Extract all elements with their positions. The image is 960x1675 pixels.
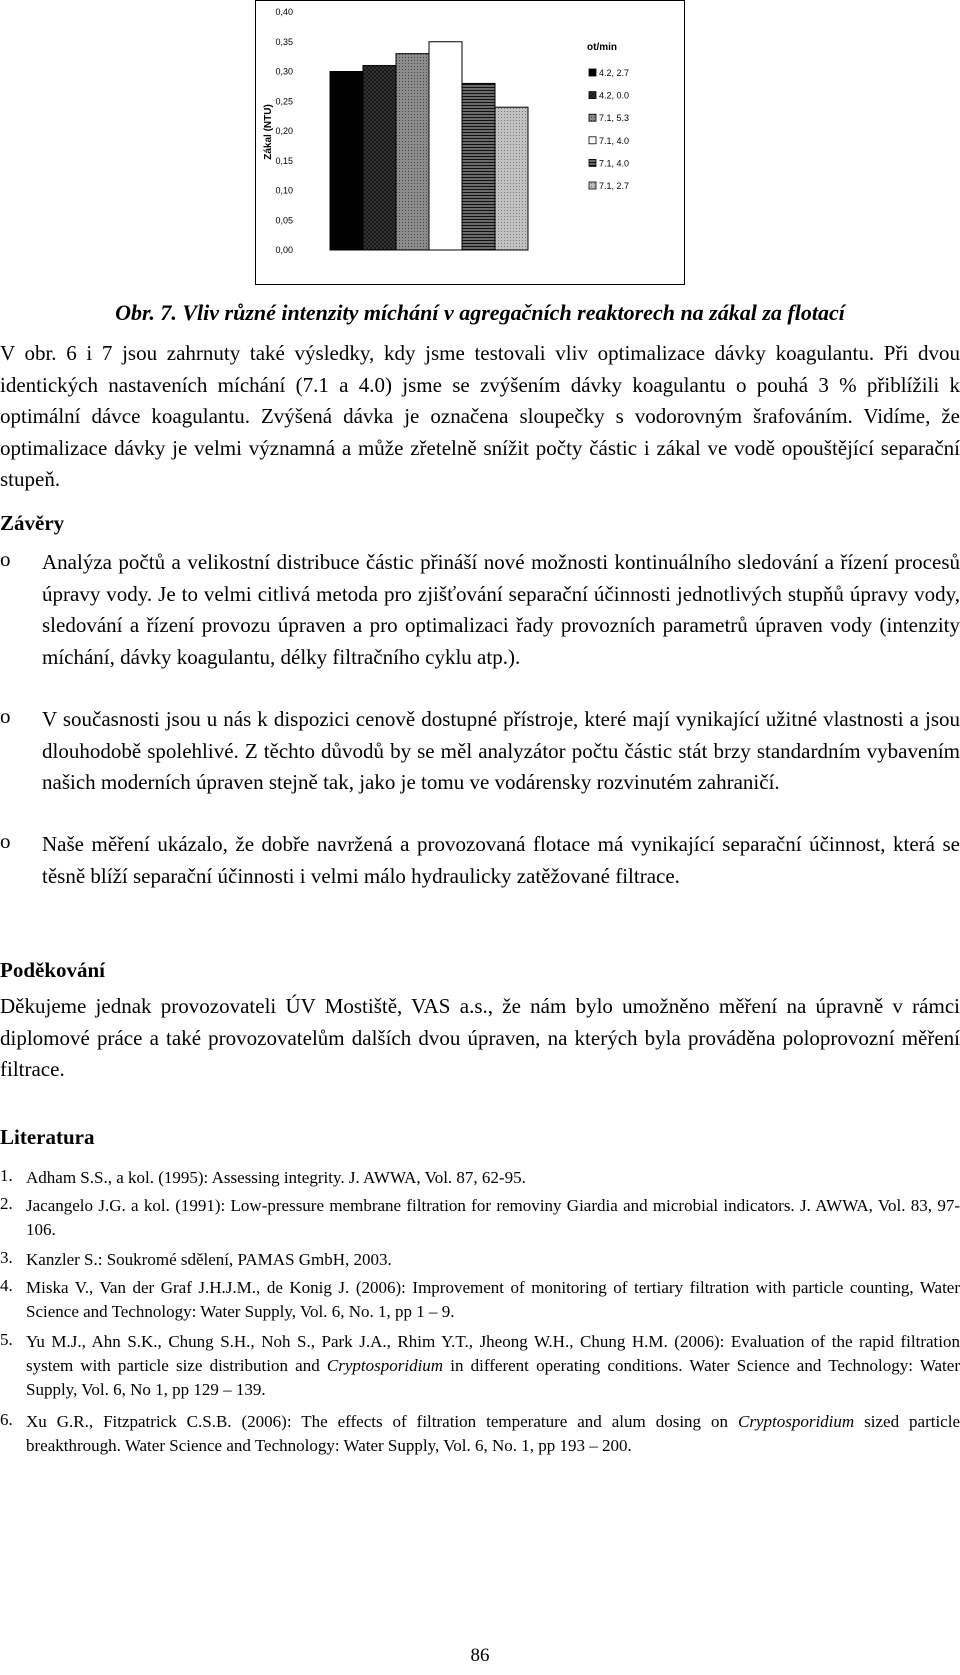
bar <box>396 54 429 250</box>
bar <box>462 83 495 250</box>
legend-swatch <box>589 159 596 166</box>
bar <box>363 66 396 250</box>
legend-swatch <box>589 92 596 99</box>
conclusion-text: Analýza počtů a velikostní distribuce částic přináší nové možnosti kontinuálního sledování a řízení procesů úpravy vody. Je to velmi citlivá metoda pro zjišťování separační účinnosti jednotlivých stupňů úpravy vody, sledování a řízení provozu úpraven a pro optimalizaci řady provozních parametrů úpraven vody (intenzity míchání, dávky koagulantu, délky filtračního cyklu atp.). <box>42 550 960 669</box>
legend-title: ot/min <box>587 42 617 53</box>
reference-text <box>26 1166 960 1190</box>
reference-text <box>26 1276 960 1324</box>
legend-swatch <box>589 182 596 189</box>
legend-swatch <box>589 114 596 121</box>
y-tick-label: 0,35 <box>275 36 293 47</box>
y-axis-label: Zákal (NTU) <box>263 104 274 160</box>
acknowledgement-heading: Poděkování <box>0 958 106 982</box>
literature-heading: Literatura <box>0 1125 95 1149</box>
bullet-marker: o <box>0 547 11 571</box>
reference-text <box>26 1194 960 1242</box>
legend-entry: 7.1, 5.3 <box>599 113 630 124</box>
reference-text-part: sized particle breakthrough. Water Science and Technology: Water Supply, Vol. 6, No. 1, pp 193 – 200. <box>26 1412 960 1455</box>
intro-paragraph: V obr. 6 i 7 jsou zahrnuty také výsledky, kdy jsme testovali vliv optimalizace dávky koagulantu. Při dvou identických nastaveních míchání (7.1 a 4.0) jsme se zvýšením dávky koagulantu o pouhá 3 % přiblížili k optimální dávce koagulantu. Zvýšená dávka je označena sloupečky s vodorovným šrafováním. Vidíme, že optimalizace dávky je velmi významná a může zřetelně snížit počty částic i zákal ve vodě opouštějící separační stupeň. <box>0 341 960 491</box>
reference-text-part: Kanzler S.: Soukromé sdělení, PAMAS GmbH, 2003. <box>26 1250 392 1269</box>
legend-entry: 7.1, 4.0 <box>599 135 630 146</box>
legend-entry: 4.2, 0.0 <box>599 90 630 101</box>
reference-text-part: in different operating conditions. Water Science and Technology: Water Supply, Vol. 6, No 1, pp 129 – 139. <box>26 1356 960 1399</box>
legend-entry: 7.1, 2.7 <box>599 181 630 191</box>
figure-caption: Obr. 7. Vliv různé intenzity míchání v agregačních reaktorech na zákal za flotací <box>115 300 845 325</box>
legend-entry: 4.2, 2.7 <box>599 68 630 78</box>
bar <box>429 42 462 250</box>
acknowledgement-text: Děkujeme jednak provozovateli ÚV Mostiště, VAS a.s., že nám bylo umožněno měření na úpravně v rámci diplomové práce a také provozovatelům dalších dvou úpraven, na kterých byla prováděna poloprovozní měření filtrace. <box>0 994 960 1081</box>
reference-number: 2. <box>0 1194 13 1213</box>
y-tick-label: 0,20 <box>275 126 293 136</box>
legend-swatch <box>589 69 596 76</box>
bar <box>495 107 528 250</box>
reference-number: 1. <box>0 1166 13 1185</box>
reference-text <box>26 1248 960 1272</box>
reference-text-part: Yu M.J., Ahn S.K., Chung S.H., Noh S., Park J.A., Rhim Y.T., Jheong W.H., Chung H.M. (2006): Evaluation of the rapid filtration system with particle size distribution and <box>26 1332 960 1375</box>
reference-number: 5. <box>0 1330 13 1349</box>
bullet-marker: o <box>0 829 11 853</box>
y-tick-label: 0,05 <box>275 215 293 226</box>
reference-text <box>26 1410 960 1458</box>
reference-number: 3. <box>0 1248 13 1267</box>
reference-text-part: Miska V., Van der Graf J.H.J.M., de Konig J. (2006): Improvement of monitoring of tertiary filtration with particle counting, Water Science and Technology: Water Supply, Vol. 6, No. 1, pp 1 – 9. <box>26 1278 960 1321</box>
y-tick-label: 0,10 <box>275 185 293 196</box>
conclusion-text: V současnosti jsou u nás k dispozici cenově dostupné přístroje, které mají vynikající užitné vlastnosti a jsou dlouhodobě spolehlivé. Z těchto důvodů by se měl analyzátor počtu částic stát brzy standardním vybavením našich moderních úpraven stejně tak, jako je tomu ve vodárensky rozvinutém zahraničí. <box>42 707 960 794</box>
reference-text <box>26 1330 960 1402</box>
y-tick-label: 0,15 <box>275 155 293 166</box>
y-tick-label: 0,25 <box>275 96 293 107</box>
reference-number: 6. <box>0 1410 13 1429</box>
conclusion-text: Naše měření ukázalo, že dobře navržená a provozovaná flotace má vynikající separační účinnost, která se těsně blíží separační účinnosti i velmi málo hydraulicky zatěžované filtrace. <box>42 832 960 888</box>
page-number: 86 <box>470 1645 490 1666</box>
italic-species-name: Cryptosporidium <box>326 1356 444 1375</box>
reference-number: 4. <box>0 1276 13 1295</box>
y-tick-label: 0,40 <box>275 7 293 17</box>
legend-swatch <box>589 137 596 144</box>
y-tick-label: 0,30 <box>275 66 293 77</box>
bullet-marker: o <box>0 704 11 728</box>
italic-species-name: Cryptosporidium <box>737 1412 855 1431</box>
reference-text-part: Jacangelo J.G. a kol. (1991): Low-pressure membrane filtration for removiny Giardia and microbial indicators. J. AWWA, Vol. 83, 97-106. <box>26 1196 960 1239</box>
y-tick-label: 0,00 <box>275 245 293 255</box>
conclusions-heading: Závěry <box>0 511 65 535</box>
turbidity-bar-chart <box>255 0 685 285</box>
legend-entry: 7.1, 4.0 <box>599 158 630 169</box>
reference-text-part: Adham S.S., a kol. (1995): Assessing integrity. J. AWWA, Vol. 87, 62-95. <box>26 1168 526 1187</box>
reference-text-part: Xu G.R., Fitzpatrick C.S.B. (2006): The effects of filtration temperature and alum dosing on <box>26 1412 738 1431</box>
bar <box>330 72 363 251</box>
